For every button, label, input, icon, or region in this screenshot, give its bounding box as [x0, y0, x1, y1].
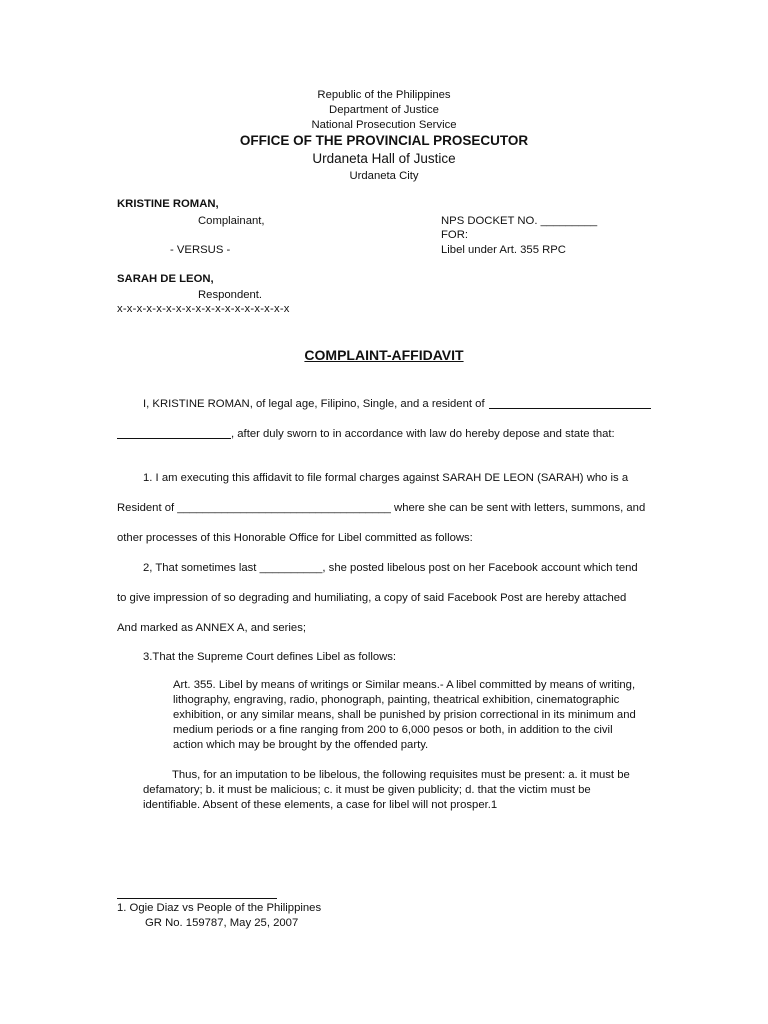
paragraph-2-line-2: to give impression of so degrading and humiliating, a copy of said Facebook Post are hereby attached	[117, 592, 627, 604]
footnote-line-2: GR No. 159787, May 25, 2007	[145, 917, 299, 929]
article-355-quote: Art. 355. Libel by means of writings or Similar means.- A libel committed by means of writing, lithography, engraving, radio, phonograph, painting, theatrical exhibition, cinematographic exhibition, or any similar means, shall be punished by prision correctional in its minimum and medium periods or a fine ranging from 200 to 6,000 pesos or both, in addition to the civil action which may be brought by the offended party.	[173, 679, 636, 751]
libel-requisites-quote: Thus, for an imputation to be libelous, the following requisites must be present: a. it must be defamatory; b. it must be malicious; c. it must be given publicity; d. that the victim must be identifiable. Absent of these elements, a case for libel will not prosper.1	[143, 769, 630, 811]
intro-line-1: I, KRISTINE ROMAN, of legal age, Filipino, Single, and a resident of	[143, 398, 485, 410]
paragraph-3: 3.That the Supreme Court defines Libel as follows:	[143, 651, 397, 663]
republic-line: Republic of the Philippines	[317, 89, 451, 101]
department-line: Department of Justice	[329, 104, 439, 116]
respondent-name: SARAH DE LEON,	[117, 273, 214, 285]
offense-label: Libel under Art. 355 RPC	[441, 244, 566, 256]
footnote-line-1: 1. Ogie Diaz vs People of the Philippines	[117, 902, 322, 914]
paragraph-1-line-1: 1. I am executing this affidavit to file formal charges against SARAH DE LEON (SARAH) who is a	[143, 472, 629, 484]
intro-line-2: , after duly sworn to in accordance with law do hereby depose and state that:	[231, 428, 615, 440]
document-title: COMPLAINT-AFFIDAVIT	[304, 347, 464, 363]
footnote-rule	[117, 898, 277, 899]
paragraph-2-line-1: 2, That sometimes last __________, she posted libelous post on her Facebook account which tend	[143, 562, 638, 574]
complainant-role: Complainant,	[198, 215, 265, 227]
versus-label: - VERSUS -	[170, 244, 231, 256]
city-line: Urdaneta City	[349, 170, 419, 182]
paragraph-1-line-3: other processes of this Honorable Office for Libel committed as follows:	[117, 532, 473, 544]
paragraph-2-line-3: And marked as ANNEX A, and series;	[117, 622, 307, 634]
respondent-role: Respondent.	[198, 289, 263, 301]
docket-number: NPS DOCKET NO. _________	[441, 215, 598, 227]
for-label: FOR:	[441, 229, 468, 241]
complainant-name: KRISTINE ROMAN,	[117, 198, 219, 210]
office-title: OFFICE OF THE PROVINCIAL PROSECUTOR	[239, 133, 529, 148]
paragraph-1-line-2: Resident of __________________________________ where she can be sent with letters, summons, and	[117, 502, 646, 514]
residence-blank-2	[117, 438, 231, 439]
hall-line: Urdaneta Hall of Justice	[312, 151, 456, 166]
service-line: National Prosecution Service	[311, 119, 457, 131]
residence-blank	[489, 408, 651, 409]
caption-separator: x-x-x-x-x-x-x-x-x-x-x-x-x-x-x-x-x-x	[117, 303, 290, 315]
